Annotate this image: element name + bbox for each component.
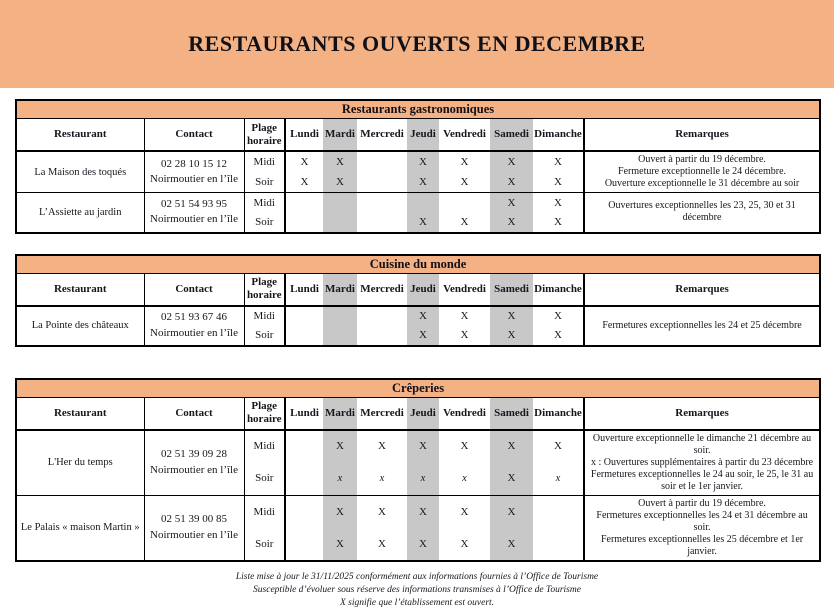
spacer <box>0 88 834 99</box>
day-cell: X <box>533 430 584 463</box>
contact-phone: 02 28 10 15 12 <box>161 157 227 170</box>
day-cell: X <box>407 528 439 561</box>
col-header-dimanche: Dimanche <box>533 273 584 306</box>
contact-city: Noirmoutier en l’île <box>150 463 238 476</box>
col-header-vendredi: Vendredi <box>439 119 490 152</box>
day-cell: X <box>323 528 357 561</box>
col-header-restaurant: Restaurant <box>16 273 144 306</box>
day-cell <box>285 462 323 495</box>
table-title: Restaurants gastronomiques <box>16 100 820 119</box>
contact-cell <box>144 430 244 496</box>
day-cell: X <box>407 172 439 193</box>
day-cell <box>285 193 323 213</box>
remark-line: Fermetures exceptionnelles les 24 et 31 décembre au soir. <box>596 509 808 533</box>
col-header-remarques: Remarques <box>584 397 820 430</box>
col-header-dimanche: Dimanche <box>533 119 584 152</box>
day-cell: X <box>490 462 533 495</box>
day-cell: x <box>462 472 467 484</box>
table-row <box>16 495 820 528</box>
plage-midi-label: Midi <box>244 151 285 172</box>
day-cell: X <box>439 495 490 528</box>
remark-line: x : Ouvertures supplémentaires à partir du 23 décembre <box>590 456 814 468</box>
remark-line: Fermetures exceptionnelles les 24 et 25 décembre <box>602 319 802 331</box>
restaurant-name: L'Her du temps <box>16 430 144 496</box>
day-cell: X <box>407 430 439 463</box>
col-header-lundi: Lundi <box>285 119 323 152</box>
table-row <box>16 151 820 172</box>
day-cell <box>285 430 323 463</box>
plage-soir-label: Soir <box>244 326 285 346</box>
plage-soir-label: Soir <box>244 528 285 561</box>
day-cell: X <box>490 326 533 346</box>
table-cuisine-du-monde <box>15 254 821 347</box>
col-header-mardi: Mardi <box>323 119 357 152</box>
day-cell: X <box>554 175 562 188</box>
col-header-lundi: Lundi <box>285 273 323 306</box>
plage-soir-label: Soir <box>244 462 285 495</box>
day-cell <box>407 193 439 213</box>
contact-cell <box>144 495 244 561</box>
contact-city: Noirmoutier en l’île <box>150 213 238 226</box>
day-cell: X <box>490 172 533 193</box>
day-cell: X <box>323 151 357 172</box>
restaurant-name: L’Assiette au jardin <box>16 193 144 233</box>
table-title-row <box>16 100 820 119</box>
col-header-mercredi: Mercredi <box>357 273 407 306</box>
table-title: Cuisine du monde <box>16 255 820 274</box>
remark-line: Fermeture exceptionnelle le 24 décembre. <box>618 166 787 177</box>
col-header-vendredi: Vendredi <box>439 397 490 430</box>
day-cell <box>357 172 407 193</box>
day-cell: X <box>323 430 357 463</box>
day-cell: X <box>407 151 439 172</box>
banner <box>0 0 834 88</box>
day-cell: X <box>439 430 490 463</box>
table-restaurants-gastronomiques <box>15 99 821 234</box>
remark-line: Ouverture exceptionnelle le dimanche 21 décembre au soir. <box>592 432 812 456</box>
restaurant-name: La Maison des toqués <box>16 151 144 193</box>
day-cell: X <box>554 329 562 341</box>
table-row <box>16 193 820 213</box>
remark-line: Fermetures exceptionnelles les 25 décembre et 1er janvier. <box>600 533 804 557</box>
day-cell <box>323 306 357 326</box>
col-header-jeudi: Jeudi <box>407 119 439 152</box>
day-cell: X <box>300 175 309 188</box>
day-cell: X <box>323 495 357 528</box>
day-cell <box>533 528 584 561</box>
table-title-row <box>16 379 820 398</box>
day-cell: X <box>460 216 469 228</box>
day-cell: X <box>407 306 439 326</box>
day-cell: x <box>323 462 357 495</box>
day-cell <box>533 495 584 528</box>
contact-cell <box>144 306 244 346</box>
day-cell <box>285 528 323 561</box>
day-cell: X <box>533 306 584 326</box>
day-cell: X <box>407 495 439 528</box>
col-header-contact: Contact <box>144 119 244 152</box>
day-cell <box>357 151 407 172</box>
remarques-cell <box>584 151 820 193</box>
day-cell: X <box>490 193 533 213</box>
footer-notes <box>0 571 834 610</box>
day-cell: X <box>490 495 533 528</box>
remarques-cell <box>584 430 820 496</box>
col-header-jeudi: Jeudi <box>407 397 439 430</box>
col-header-plage-horaire: Plage horaire <box>244 273 285 306</box>
table-row <box>16 306 820 326</box>
contact-city: Noirmoutier en l’île <box>150 528 238 541</box>
col-header-mardi: Mardi <box>323 273 357 306</box>
contact-phone: 02 51 39 00 85 <box>161 513 227 526</box>
day-cell: X <box>378 537 386 550</box>
table-row <box>16 430 820 463</box>
col-header-mercredi: Mercredi <box>357 397 407 430</box>
col-header-samedi: Samedi <box>490 397 533 430</box>
day-cell: X <box>460 175 469 188</box>
plage-midi-label: Midi <box>244 430 285 463</box>
remarques-cell <box>584 495 820 561</box>
contact-city: Noirmoutier en l’île <box>150 326 238 339</box>
col-header-plage-horaire: Plage horaire <box>244 119 285 152</box>
col-header-lundi: Lundi <box>285 397 323 430</box>
day-cell: X <box>407 326 439 346</box>
day-cell: X <box>357 430 407 463</box>
header-row <box>16 119 820 152</box>
day-cell <box>285 306 323 326</box>
table-title: Crêperies <box>16 379 820 398</box>
remark-line: Fermetures exceptionnelles le 24 au soir, le 25, le 31 au soir et le 1er janvier. <box>590 468 814 492</box>
day-cell <box>439 193 490 213</box>
contact-cell <box>144 151 244 193</box>
remark-line: Ouvert à partir du 19 décembre. <box>638 497 766 509</box>
day-cell <box>357 213 407 233</box>
remark-line: Ouverture exceptionnelle le 31 décembre au soir <box>604 178 800 189</box>
day-cell: X <box>357 495 407 528</box>
col-header-samedi: Samedi <box>490 273 533 306</box>
plage-midi-label: Midi <box>244 495 285 528</box>
day-cell <box>323 326 357 346</box>
day-cell: X <box>439 306 490 326</box>
day-cell: X <box>460 537 469 550</box>
plage-midi-label: Midi <box>244 193 285 213</box>
day-cell <box>357 326 407 346</box>
day-cell <box>285 213 323 233</box>
remarques-cell <box>584 306 820 346</box>
restaurant-name: Le Palais « maison Martin » <box>16 495 144 561</box>
day-cell: X <box>285 151 323 172</box>
contact-city: Noirmoutier en l’île <box>150 173 238 185</box>
day-cell <box>323 193 357 213</box>
day-cell: x <box>555 472 561 484</box>
day-cell <box>357 306 407 326</box>
col-header-contact: Contact <box>144 273 244 306</box>
day-cell: X <box>490 213 533 233</box>
col-header-restaurant: Restaurant <box>16 397 144 430</box>
col-header-remarques: Remarques <box>584 273 820 306</box>
day-cell: X <box>439 151 490 172</box>
col-header-jeudi: Jeudi <box>407 273 439 306</box>
contact-phone: 02 51 54 93 95 <box>161 197 227 210</box>
col-header-vendredi: Vendredi <box>439 273 490 306</box>
restaurant-name: La Pointe des châteaux <box>16 306 144 346</box>
header-row <box>16 273 820 306</box>
day-cell: X <box>323 172 357 193</box>
contact-phone: 02 51 39 09 28 <box>161 448 227 461</box>
remark-line: Ouvert à partir du 19 décembre. <box>638 154 766 165</box>
day-cell: X <box>533 193 584 213</box>
day-cell: x <box>379 472 385 484</box>
col-header-contact: Contact <box>144 397 244 430</box>
table-creperies <box>15 378 821 562</box>
col-header-mercredi: Mercredi <box>357 119 407 152</box>
day-cell <box>285 326 323 346</box>
plage-soir-label: Soir <box>244 172 285 193</box>
contact-phone: 02 51 93 67 46 <box>161 311 227 324</box>
day-cell: X <box>490 528 533 561</box>
day-cell: X <box>490 306 533 326</box>
day-cell <box>357 193 407 213</box>
plage-midi-label: Midi <box>244 306 285 326</box>
day-cell: X <box>490 430 533 463</box>
day-cell: X <box>554 216 562 228</box>
col-header-restaurant: Restaurant <box>16 119 144 152</box>
page-title: RESTAURANTS OUVERTS EN DECEMBRE <box>188 31 646 56</box>
footer-line: Susceptible d’évoluer sous réserve des informations transmises à l’Office de Tourisme <box>253 584 581 595</box>
plage-soir-label: Soir <box>244 213 285 233</box>
day-cell: X <box>407 213 439 233</box>
remark-line: Ouvertures exceptionnelles les 23, 25, 30 et 31 décembre <box>608 200 796 224</box>
day-cell <box>323 213 357 233</box>
footer-line: X signifie que l’établissement est ouvert. <box>339 597 495 608</box>
col-header-samedi: Samedi <box>490 119 533 152</box>
col-header-remarques: Remarques <box>584 119 820 152</box>
col-header-mardi: Mardi <box>323 397 357 430</box>
day-cell: X <box>533 151 584 172</box>
header-row <box>16 397 820 430</box>
contact-cell <box>144 193 244 233</box>
day-cell <box>285 495 323 528</box>
remarques-cell <box>584 193 820 233</box>
spacer <box>0 234 834 254</box>
footer-line: Liste mise à jour le 31/11/2025 conformément aux informations fournies à l’Office de Tourisme <box>235 571 599 582</box>
col-header-dimanche: Dimanche <box>533 397 584 430</box>
spacer <box>0 347 834 378</box>
day-cell: x <box>407 462 439 495</box>
table-title-row <box>16 255 820 274</box>
col-header-plage-horaire: Plage horaire <box>244 397 285 430</box>
day-cell: X <box>490 151 533 172</box>
day-cell: X <box>460 329 469 341</box>
